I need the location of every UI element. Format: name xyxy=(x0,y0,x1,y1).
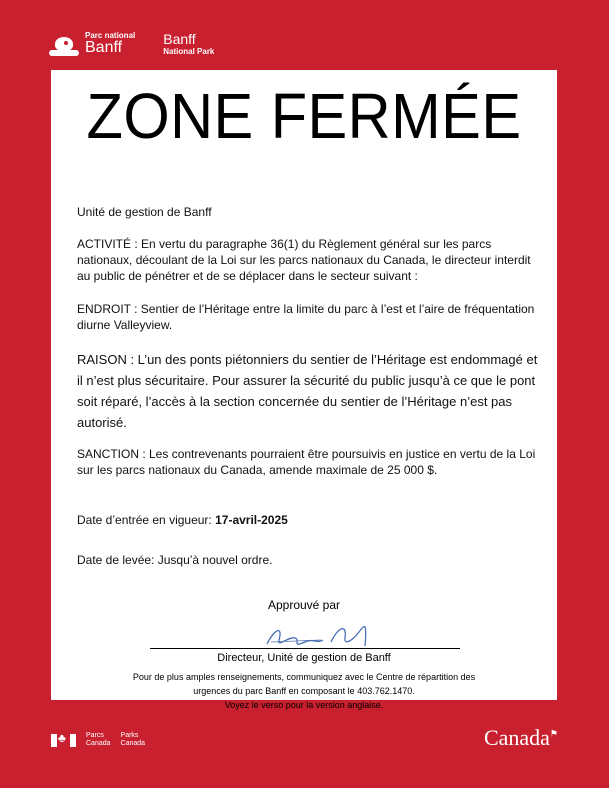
location-paragraph: ENDROIT : Sentier de l’Héritage entre la limite du parc à l’est et l’aire de fréquentation diurne Valleyview. xyxy=(77,302,535,332)
wordmark-flag-icon: ⚑ xyxy=(549,728,558,739)
parks-word: Parks xyxy=(120,732,139,739)
activity-paragraph: ACTIVITÉ : En vertu du paragraphe 36(1) du Règlement général sur les parcs nationaux, découlant de la Loi sur les parcs nationaux du Canada, le directeur interdit au public de pénétrer et de se déplacer dans le secteur suivant : xyxy=(77,237,531,283)
contact-line-2: urgences du parc Banff en composant le 403.762.1470. xyxy=(193,686,415,696)
approved-by-label: Approuvé par xyxy=(267,598,341,612)
banff-logo xyxy=(49,32,214,58)
parcs-word: Parcs xyxy=(86,732,104,739)
management-unit: Unité de gestion de Banff xyxy=(77,205,212,219)
logo-english xyxy=(163,32,214,56)
effective-date-line xyxy=(77,512,539,528)
beaver-icon xyxy=(49,34,79,58)
canada-fr-word: Canada xyxy=(86,740,111,747)
contact-line-1: Pour de plus amples renseignements, communiquez avec le Centre de répartition des xyxy=(132,672,476,682)
canada-en-word: Canada xyxy=(120,740,146,747)
contact-line-3: Voyez le verso pour la version anglaise. xyxy=(224,700,384,710)
lift-date-line: Date de levée: Jusqu’à nouvel ordre. xyxy=(77,553,273,567)
effective-date-label: Date d’entrée en vigueur: xyxy=(77,513,212,527)
parks-canada-text xyxy=(121,732,146,748)
penalty-paragraph: SANCTION : Les contrevenants pourraient être poursuivis en justice en vertu de la Loi sur les parcs nationaux du Canada, amende maximale de 25 000 $. xyxy=(77,447,536,477)
logo-fr-big: Banff xyxy=(85,39,123,56)
reason-paragraph: RAISON : L’un des ponts piétonniers du sentier de l’Héritage est endommagé et il n’est plus sécuritaire. Pour assurer la sécurité du public jusqu’à ce que le pont soit réparé, l’accès à la section concernée du sentier de l’Héritage n’est pas autorisé. xyxy=(77,352,538,430)
notice-title: ZONE FERMÉE xyxy=(86,80,522,152)
canada-wordmark-text: Canada xyxy=(483,725,550,750)
canada-wordmark xyxy=(484,725,558,751)
effective-date-value: 17-avril-2025 xyxy=(215,513,288,527)
signature-image xyxy=(261,618,381,652)
logo-en-big: Banff xyxy=(163,31,196,47)
parcs-canada-text xyxy=(86,732,111,748)
director-title: Directeur, Unité de gestion de Banff xyxy=(217,652,391,664)
logo-french xyxy=(85,32,135,56)
contact-info xyxy=(101,670,507,712)
notice-panel xyxy=(51,70,557,710)
signature-line xyxy=(150,648,460,649)
canada-flag-icon xyxy=(51,734,76,747)
logo-fr-small: Parc national xyxy=(85,31,136,40)
logo-en-small: National Park xyxy=(163,47,215,56)
parks-canada-signature xyxy=(51,732,155,748)
